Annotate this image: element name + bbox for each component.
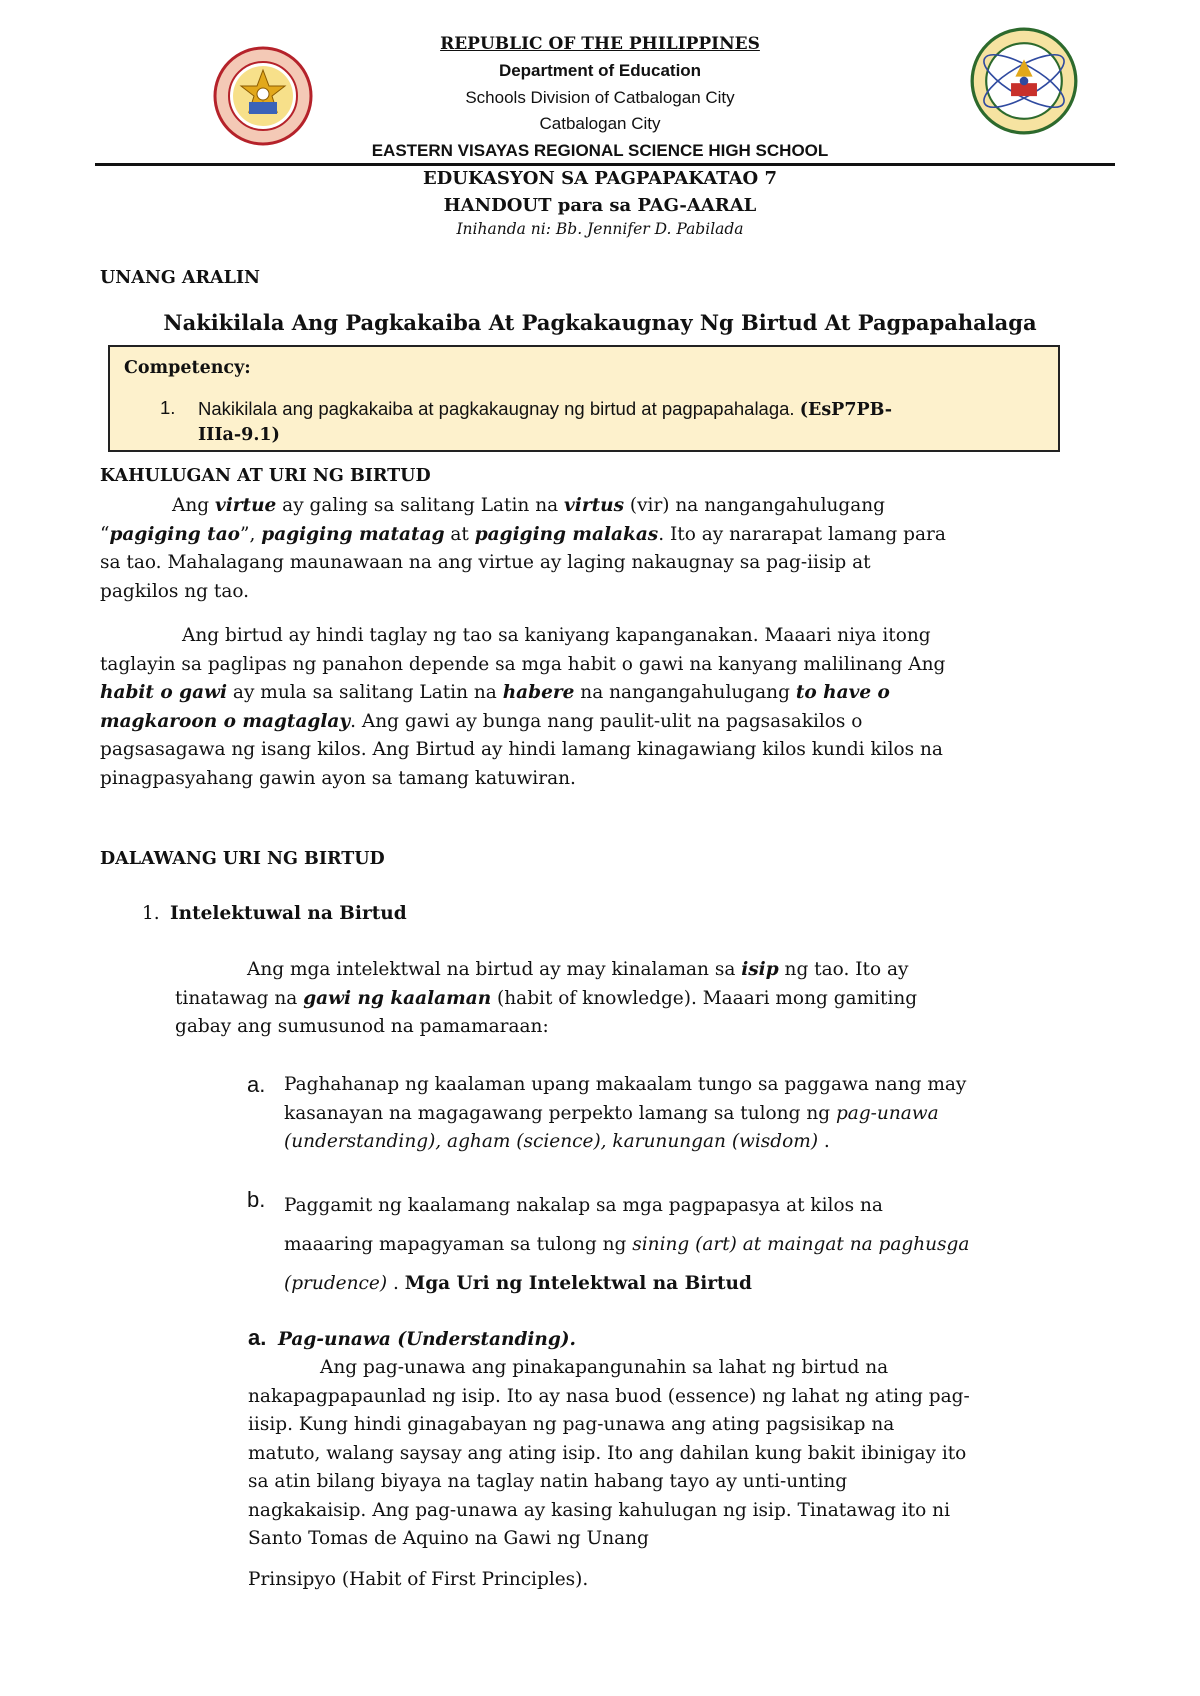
handout-title: HANDOUT para sa PAG-AARAL — [443, 195, 757, 216]
list-marker-b: b. — [247, 1187, 266, 1212]
competency-code-1: (EsP7PB- — [799, 400, 893, 420]
section-heading-dalawang-uri: DALAWANG URI NG BIRTUD — [100, 849, 385, 869]
paragraph-virtue — [100, 492, 1120, 606]
competency-box — [108, 345, 1060, 452]
text-line: nakapagpapaunlad ng isip. Ito ay nasa buod (essence) ng lahat ng ating pag- — [248, 1385, 970, 1407]
text: ay galing sa salitang Latin na — [276, 495, 565, 516]
intellectual-virtue-title: Intelektuwal na Birtud — [170, 903, 407, 924]
text: Ang mga intelektwal na birtud ay may kinalaman sa — [247, 959, 742, 980]
department-name: Department of Education — [498, 61, 702, 80]
text: “ — [100, 523, 110, 545]
list-marker-a: a. — [247, 1072, 266, 1097]
competency-code-2: IIIa-9.1) — [198, 425, 280, 445]
text-line: pinagpasyahang gawin ayon sa tamang katuwiran. — [100, 767, 576, 789]
text-line: Ang pag-unawa ang pinakapangunahin sa lahat ng birtud na — [320, 1357, 889, 1378]
text: Ang — [172, 495, 215, 516]
competency-label: Competency: — [124, 358, 251, 378]
emphasis: (prudence) — [284, 1273, 388, 1294]
subject-title: EDUKASYON SA PAGPAPAKATAO 7 — [422, 168, 778, 189]
text: (habit of knowledge). Maaari mong gamiting — [491, 987, 918, 1009]
paragraph-intellectual — [175, 956, 1115, 1042]
emphasis: virtue — [215, 495, 277, 516]
text: . — [818, 1131, 830, 1152]
list-item-b — [284, 1186, 1124, 1303]
competency-item-number: 1. — [160, 397, 176, 418]
paragraph-understanding — [248, 1354, 1118, 1554]
emphasis: pagiging tao — [109, 523, 241, 545]
competency-item — [198, 397, 1058, 447]
text: ”, — [240, 523, 262, 545]
republic-heading: REPUBLIC OF THE PHILIPPINES — [440, 34, 760, 54]
text-line: Ang birtud ay hindi taglay ng tao sa kaniyang kapanganakan. Maaari niya itong — [182, 625, 931, 646]
text-line: matuto, walang saysay ang ating isip. Ito ang dahilan kung bakit ibinigay ito — [248, 1442, 967, 1464]
text: ng tao. Ito ay — [778, 959, 909, 980]
text-line: sa tao. Mahalagang maunawaan na ang virtue ay laging nakaugnay sa pag-iisip at — [100, 552, 871, 573]
text: . — [387, 1273, 405, 1294]
text: . Ang gawi ay bunga nang paulit-ulit na pagsasakilos o — [350, 710, 863, 732]
text: tinatawag na — [175, 987, 304, 1009]
text-line: iisip. Kung hindi ginagabayan ng pag-unawa ang ating pagsisikap na — [248, 1414, 895, 1435]
lesson-label: UNANG ARALIN — [100, 268, 261, 288]
emphasis: (understanding), agham (science), karunungan (wisdom) — [284, 1131, 819, 1152]
section-heading-kahulugan: KAHULUGAN AT URI NG BIRTUD — [100, 466, 431, 486]
emphasis: gawi ng kaalaman — [303, 987, 492, 1009]
text: na nangangahulugang — [574, 682, 796, 703]
sub-marker-a: a. — [248, 1325, 267, 1350]
text-line: gabay ang sumusunod na pamamaraan: — [175, 1016, 549, 1037]
emphasis: sining (art) at maingat na paghusga — [632, 1234, 970, 1255]
emphasis: pagiging malakas — [474, 523, 659, 545]
text: maaaring mapagyaman sa tulong ng — [284, 1234, 633, 1255]
school-name: EASTERN VISAYAS REGIONAL SCIENCE HIGH SCHOOL — [371, 141, 829, 160]
emphasis: pagiging matatag — [261, 523, 445, 545]
prepared-by: Inihanda ni: Bb. Jennifer D. Pabilada — [456, 220, 744, 238]
subheading: Mga Uri ng Intelektwal na Birtud — [404, 1273, 752, 1294]
text-line: pagkilos ng tao. — [100, 580, 250, 602]
city-name: Catbalogan City — [539, 114, 661, 133]
text-line: taglayin sa paglipas ng panahon depende sa mga habit o gawi na kanyang malilinang Ang — [100, 653, 946, 675]
paragraph-understanding-end: Prinsipyo (Habit of First Principles). — [248, 1569, 589, 1590]
text-line: Paghahanap ng kaalaman upang makaalam tungo sa paggawa nang may — [284, 1074, 967, 1095]
list-item-number: 1. — [142, 903, 160, 924]
emphasis: to have o — [795, 682, 890, 703]
competency-item-text: Nakikilala ang pagkakaiba at pagkakaugnay ng birtud at pagpapahalaga. — [198, 398, 795, 419]
understanding-title: Pag-unawa (Understanding). — [278, 1329, 576, 1350]
emphasis: isip — [741, 959, 779, 980]
emphasis: pag-unawa — [835, 1102, 939, 1124]
text: kasanayan na magagawang perpekto lamang sa tulong ng — [284, 1102, 836, 1124]
emphasis: habere — [502, 682, 575, 703]
emphasis: virtus — [564, 495, 624, 516]
emphasis: habit o gawi — [100, 682, 228, 703]
text-line: Paggamit ng kaalamang nakalap sa mga pagpapasya at kilos na — [284, 1195, 883, 1216]
text: at — [444, 523, 475, 545]
text: (vir) na nangangahulugang — [623, 495, 886, 516]
text: ay mula sa salitang Latin na — [227, 682, 503, 703]
text-line: nagkakaisip. Ang pag-unawa ay kasing kahulugan ng isip. Tinatawag ito ni — [248, 1499, 951, 1521]
paragraph-habit — [100, 622, 1120, 793]
lesson-heading: Nakikilala Ang Pagkakaiba At Pagkakaugnay Ng Birtud At Pagpapahalaga — [163, 310, 1037, 335]
text-line: pagsasagawa ng isang kilos. Ang Birtud ay hindi lamang kinagawiang kilos kundi kilos na — [100, 739, 943, 760]
list-item-a — [284, 1071, 1124, 1157]
text: . Ito ay nararapat lamang para — [658, 523, 946, 545]
header-divider — [95, 163, 1115, 166]
text-line: sa atin bilang biyaya na taglay natin habang tayo ay unti-unting — [248, 1471, 848, 1492]
text-line: Santo Tomas de Aquino na Gawi ng Unang — [248, 1528, 649, 1549]
emphasis: magkaroon o magtaglay — [100, 710, 351, 732]
division-name: Schools Division of Catbalogan City — [465, 88, 735, 107]
